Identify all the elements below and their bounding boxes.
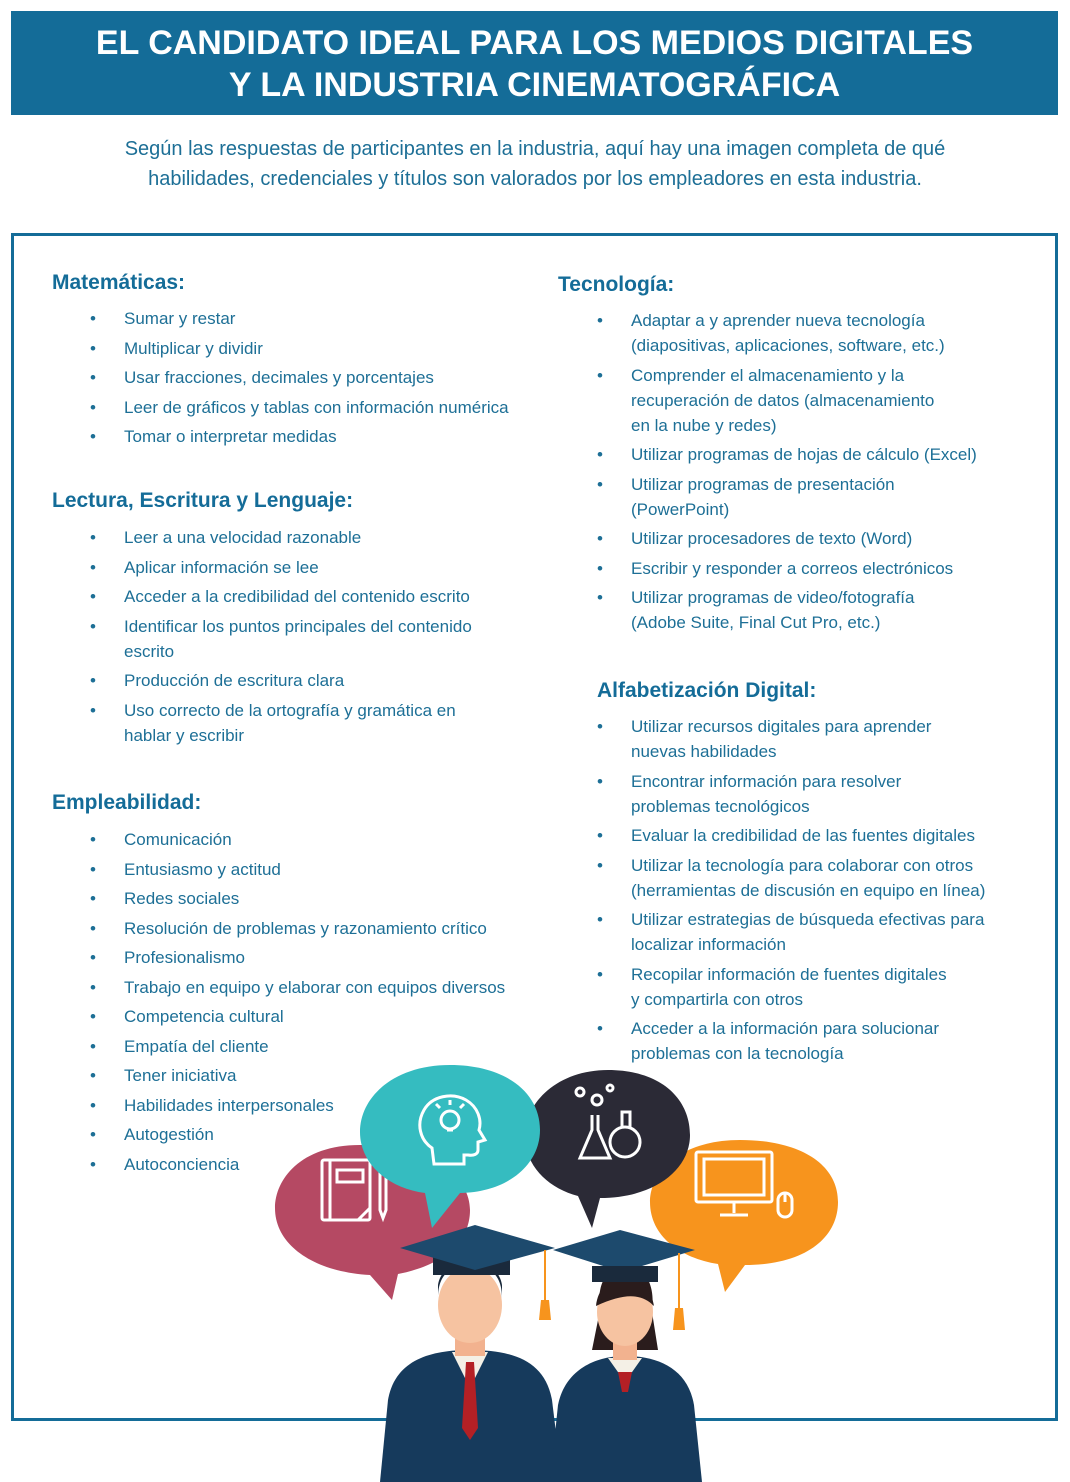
bullet-icon: •: [597, 717, 603, 736]
bullet-icon: •: [90, 397, 96, 417]
list-item-text: Uso correcto de la ortografía y gramática en: [124, 700, 456, 720]
list-item-text: Competencia cultural: [124, 1007, 284, 1026]
bullet-icon: •: [90, 528, 96, 547]
list-item-text: hablar y escribir: [124, 725, 244, 745]
list-item-text: Escribir y responder a correos electrónicos: [631, 558, 954, 578]
list-item-text: (diapositivas, aplicaciones, software, etc.): [631, 336, 945, 355]
list-item: [597, 308, 977, 358]
section-title-digital: Alfabetización Digital:: [597, 679, 817, 702]
bullet-icon: •: [90, 427, 96, 446]
list-item-text: y compartirla con otros: [631, 989, 803, 1009]
list-item-text: Tener iniciativa: [124, 1066, 237, 1085]
list-item-text: (PowerPoint): [631, 499, 730, 519]
list-item-text: Usar fracciones, decimales y porcentajes: [124, 368, 434, 387]
list-item-text: Entusiasmo y actitud: [124, 859, 281, 879]
list-item: [597, 769, 985, 819]
bullet-icon: •: [90, 918, 96, 938]
bullet-icon: •: [90, 1095, 96, 1115]
bullet-icon: •: [90, 671, 96, 690]
list-item-text: Utilizar estrategias de búsqueda efectivas para: [631, 910, 985, 929]
section-title-employability: Empleabilidad:: [52, 791, 202, 814]
bullet-icon: •: [90, 977, 96, 997]
list-item-text: Recopilar información de fuentes digitales: [631, 964, 947, 984]
list-item-text: Utilizar la tecnología para colaborar con otros: [631, 855, 974, 875]
list-item: [597, 823, 985, 848]
section-technology: [558, 272, 977, 640]
bullet-icon: •: [597, 855, 603, 875]
list-item-text: Evaluar la credibilidad de las fuentes digitales: [631, 826, 975, 845]
list-item: [90, 945, 505, 970]
bullet-icon: •: [597, 826, 603, 845]
list-item-text: escrito: [124, 641, 175, 661]
list-item-text: Adaptar a y aprender nueva tecnología: [631, 311, 925, 330]
list-item-text: Sumar y restar: [124, 309, 236, 328]
bullet-icon: •: [597, 910, 603, 929]
list-item: [90, 698, 472, 748]
list-item: [597, 1016, 985, 1066]
list-item: [90, 857, 505, 882]
bullet-icon: •: [90, 557, 96, 577]
bullet-icon: •: [597, 771, 603, 791]
list-item-text: localizar información: [631, 935, 786, 954]
list-item: [90, 614, 472, 664]
bullet-icon: •: [597, 558, 603, 578]
bullet-icon: •: [597, 964, 603, 984]
list-item-text: Leer de gráficos y tablas con información numérica: [124, 397, 509, 417]
list-item-text: nuevas habilidades: [631, 742, 777, 761]
list-item-text: Acceder a la credibilidad del contenido escrito: [124, 587, 470, 606]
list-item: [90, 827, 505, 852]
title-line-2: Y LA INDUSTRIA CINEMATOGRÁFICA: [228, 66, 841, 104]
list-item-text: Habilidades interpersonales: [124, 1095, 334, 1115]
list-item: [597, 907, 985, 957]
bullet-icon: •: [90, 830, 96, 849]
list-item-text: Autogestión: [124, 1125, 214, 1144]
list-item: [90, 424, 509, 449]
section-title-technology: Tecnología:: [558, 273, 675, 296]
list-item-text: problemas tecnológicos: [631, 796, 810, 816]
list-item: [90, 886, 505, 911]
list-item: [90, 336, 509, 361]
bullet-icon: •: [90, 616, 96, 636]
list-item-text: (herramientas de discusión en equipo en línea): [631, 880, 986, 900]
bullet-icon: •: [90, 948, 96, 967]
bullet-icon: •: [597, 365, 603, 385]
list-item-text: Trabajo en equipo y elaborar con equipos diversos: [124, 977, 506, 997]
list-item: [90, 584, 472, 609]
list-item-text: en la nube y redes): [631, 415, 777, 435]
list-item: [597, 853, 986, 903]
bullet-icon: •: [90, 1154, 96, 1174]
list-item-text: Leer a una velocidad razonable: [124, 528, 362, 547]
list-item-text: recuperación de datos (almacenamiento: [631, 390, 935, 410]
bullet-icon: •: [90, 1007, 96, 1026]
list-item-text: Aplicar información se lee: [124, 557, 319, 577]
list-item: [597, 585, 977, 635]
bullet-icon: •: [90, 700, 96, 720]
list-item-text: Utilizar procesadores de texto (Word): [631, 529, 913, 548]
title-line-1: EL CANDIDATO IDEAL PARA LOS MEDIOS DIGITALES: [95, 24, 974, 62]
section-math: [52, 270, 509, 454]
list-item-text: Multiplicar y dividir: [124, 338, 263, 358]
list-item-text: Utilizar recursos digitales para aprender: [631, 717, 932, 736]
bullet-icon: •: [597, 445, 603, 464]
list-item: [597, 714, 985, 764]
bullet-icon: •: [597, 311, 603, 330]
intro-text: [30, 134, 1040, 194]
list-reading: [90, 525, 472, 748]
list-item-text: Comprender el almacenamiento y la: [631, 365, 905, 385]
list-item: [597, 363, 977, 438]
list-digital: [597, 714, 986, 1066]
list-item-text: Utilizar programas de video/fotografía: [631, 588, 915, 607]
list-item-text: Profesionalismo: [124, 948, 245, 967]
graduates-illustration: [270, 1060, 1070, 1482]
list-math: [90, 306, 509, 449]
list-item-text: Empatía del cliente: [124, 1036, 269, 1056]
section-digital-literacy: [597, 678, 985, 1071]
list-item-text: Utilizar programas de hojas de cálculo (Excel): [631, 445, 977, 464]
list-technology: [597, 308, 977, 635]
bullet-icon: •: [90, 587, 96, 606]
bullet-icon: •: [90, 338, 96, 358]
list-item-text: Encontrar información para resolver: [631, 771, 902, 791]
list-item: [90, 1004, 505, 1029]
list-item: [597, 962, 985, 1012]
bullet-icon: •: [90, 889, 96, 908]
list-item: [597, 472, 977, 522]
section-title-reading: Lectura, Escritura y Lenguaje:: [52, 489, 354, 512]
list-item-text: Producción de escritura clara: [124, 671, 345, 690]
bullet-icon: •: [597, 588, 603, 607]
section-reading: [52, 488, 472, 752]
list-item: [597, 442, 977, 467]
list-item: [597, 526, 977, 551]
bullet-icon: •: [597, 1019, 603, 1038]
bullet-icon: •: [90, 1066, 96, 1085]
bullet-icon: •: [90, 1125, 96, 1144]
list-item-text: (Adobe Suite, Final Cut Pro, etc.): [631, 613, 881, 632]
bullet-icon: •: [90, 859, 96, 879]
list-item: [90, 525, 472, 550]
bullet-icon: •: [597, 529, 603, 548]
list-item: [90, 555, 472, 580]
bullet-icon: •: [597, 474, 603, 494]
list-item: [90, 365, 509, 390]
list-item-text: Utilizar programas de presentación: [631, 474, 895, 494]
list-item-text: Acceder a la información para solucionar: [631, 1019, 940, 1038]
bullet-icon: •: [90, 368, 96, 387]
intro-line-2: habilidades, credenciales y títulos son valorados por los empleadores en esta industria.: [148, 168, 922, 190]
list-item: [90, 1034, 505, 1059]
list-item: [90, 916, 505, 941]
list-item-text: Redes sociales: [124, 889, 240, 908]
list-item: [597, 556, 977, 581]
list-item: [90, 975, 506, 1000]
list-item-text: Resolución de problemas y razonamiento crítico: [124, 918, 487, 938]
list-item-text: Autoconciencia: [124, 1154, 240, 1174]
list-item: [90, 306, 509, 331]
section-title-math: Matemáticas:: [52, 271, 186, 294]
list-item-text: Tomar o interpretar medidas: [124, 427, 337, 446]
list-item: [90, 668, 472, 693]
bullet-icon: •: [90, 309, 96, 328]
list-item: [90, 395, 509, 420]
intro-line-1: Según las respuestas de participantes en la industria, aquí hay una imagen completa de qué: [124, 138, 946, 160]
list-item-text: Identificar los puntos principales del contenido: [124, 616, 472, 636]
bullet-icon: •: [90, 1036, 96, 1056]
list-item-text: problemas con la tecnología: [631, 1044, 844, 1063]
title-banner: [11, 11, 1058, 115]
female-graduate: [550, 1230, 702, 1482]
list-item-text: Comunicación: [124, 830, 232, 849]
